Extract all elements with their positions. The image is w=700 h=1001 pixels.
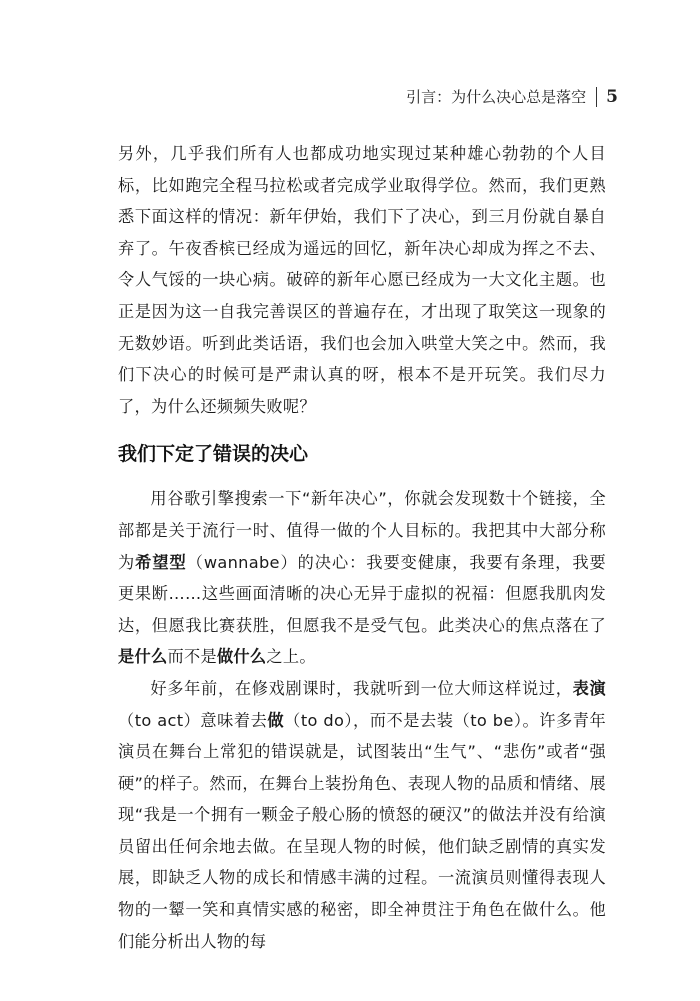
paragraph-2-text-3: 而不是 [167, 647, 217, 667]
paragraph-2 [118, 483, 606, 673]
paragraph-1: 另外，几乎我们所有人也都成功地实现过某种雄心勃勃的个人目标，比如跑完全程马拉松或者完成学业取得学位。然而，我们更熟悉下面这样的情况：新年伊始，我们下了决心，到三月份就自暴自弃了。午夜香槟已经成为遥远的回忆，新年决心却成为挥之不去、令人气馁的一块心病。破碎的新年心愿已经成为一大文化主题。也正是因为这一自我完善误区的普遍存在，才出现了取笑这一现象的无数妙语。听到此类话语，我们也会加入哄堂大笑之中。然而，我们下决心的时候可是严肃认真的呀，根本不是开玩笑。我们尽力了，为什么还频频失败呢？ [118, 144, 606, 416]
emphasis-acting: 表演 [572, 678, 607, 698]
paragraph-2-text-1: 用谷歌引擎搜索一下“新年决心”，你就会发现数十个链接，全部都是关于流行一时、值得一做的个人目标的。我把其中大部分称为 [118, 489, 606, 572]
page-number: 5 [606, 86, 618, 107]
paragraph-3-text-1: 好多年前，在修戏剧课时，我就听到一位大师这样说过， [150, 678, 573, 698]
running-header [406, 86, 618, 107]
chapter-title: 引言：为什么决心总是落空 [406, 88, 587, 106]
emphasis-wannabe: 希望型 [135, 552, 187, 572]
paragraph-3-text-2: （to act）意味着去 [118, 710, 268, 730]
emphasis-what-to-do: 做什么 [216, 647, 267, 667]
paragraph-2-text-2: （wannabe）的决心：我要变健康，我要有条理，我要更果断……这些画面清晰的决心无异于虚拟的祝福：但愿我肌肉发达，但愿我比赛获胜，但愿我不是受气包。此类决心的焦点落在了 [118, 552, 606, 635]
emphasis-what-is: 是什么 [118, 647, 168, 667]
page-body [118, 138, 606, 957]
emphasis-do: 做 [267, 710, 285, 730]
paragraph-3-text-3: （to do），而不是去装（to be）。许多青年演员在舞台上常犯的错误就是，试图装出“生气”、“悲伤”或者“强硬”的样子。然而，在舞台上装扮角色、表现人物的品质和情绪、展现“我是一个拥有一颗金子般心肠的愤怒的硬汉”的做法并没有给演员留出任何余地去做。在呈现人物的时候，他们缺乏剧情的真实发展，即缺乏人物的成长和情感丰满的过程。一流演员则懂得表现人物的一颦一笑和真情实感的秘密，即全神贯注于角色在做什么。他们能分析出人物的每 [118, 710, 606, 951]
paragraph-3 [118, 673, 606, 957]
section-heading: 我们下定了错误的决心 [118, 443, 309, 466]
paragraph-2-text-4: 之上。 [266, 647, 316, 667]
header-divider [596, 87, 597, 107]
